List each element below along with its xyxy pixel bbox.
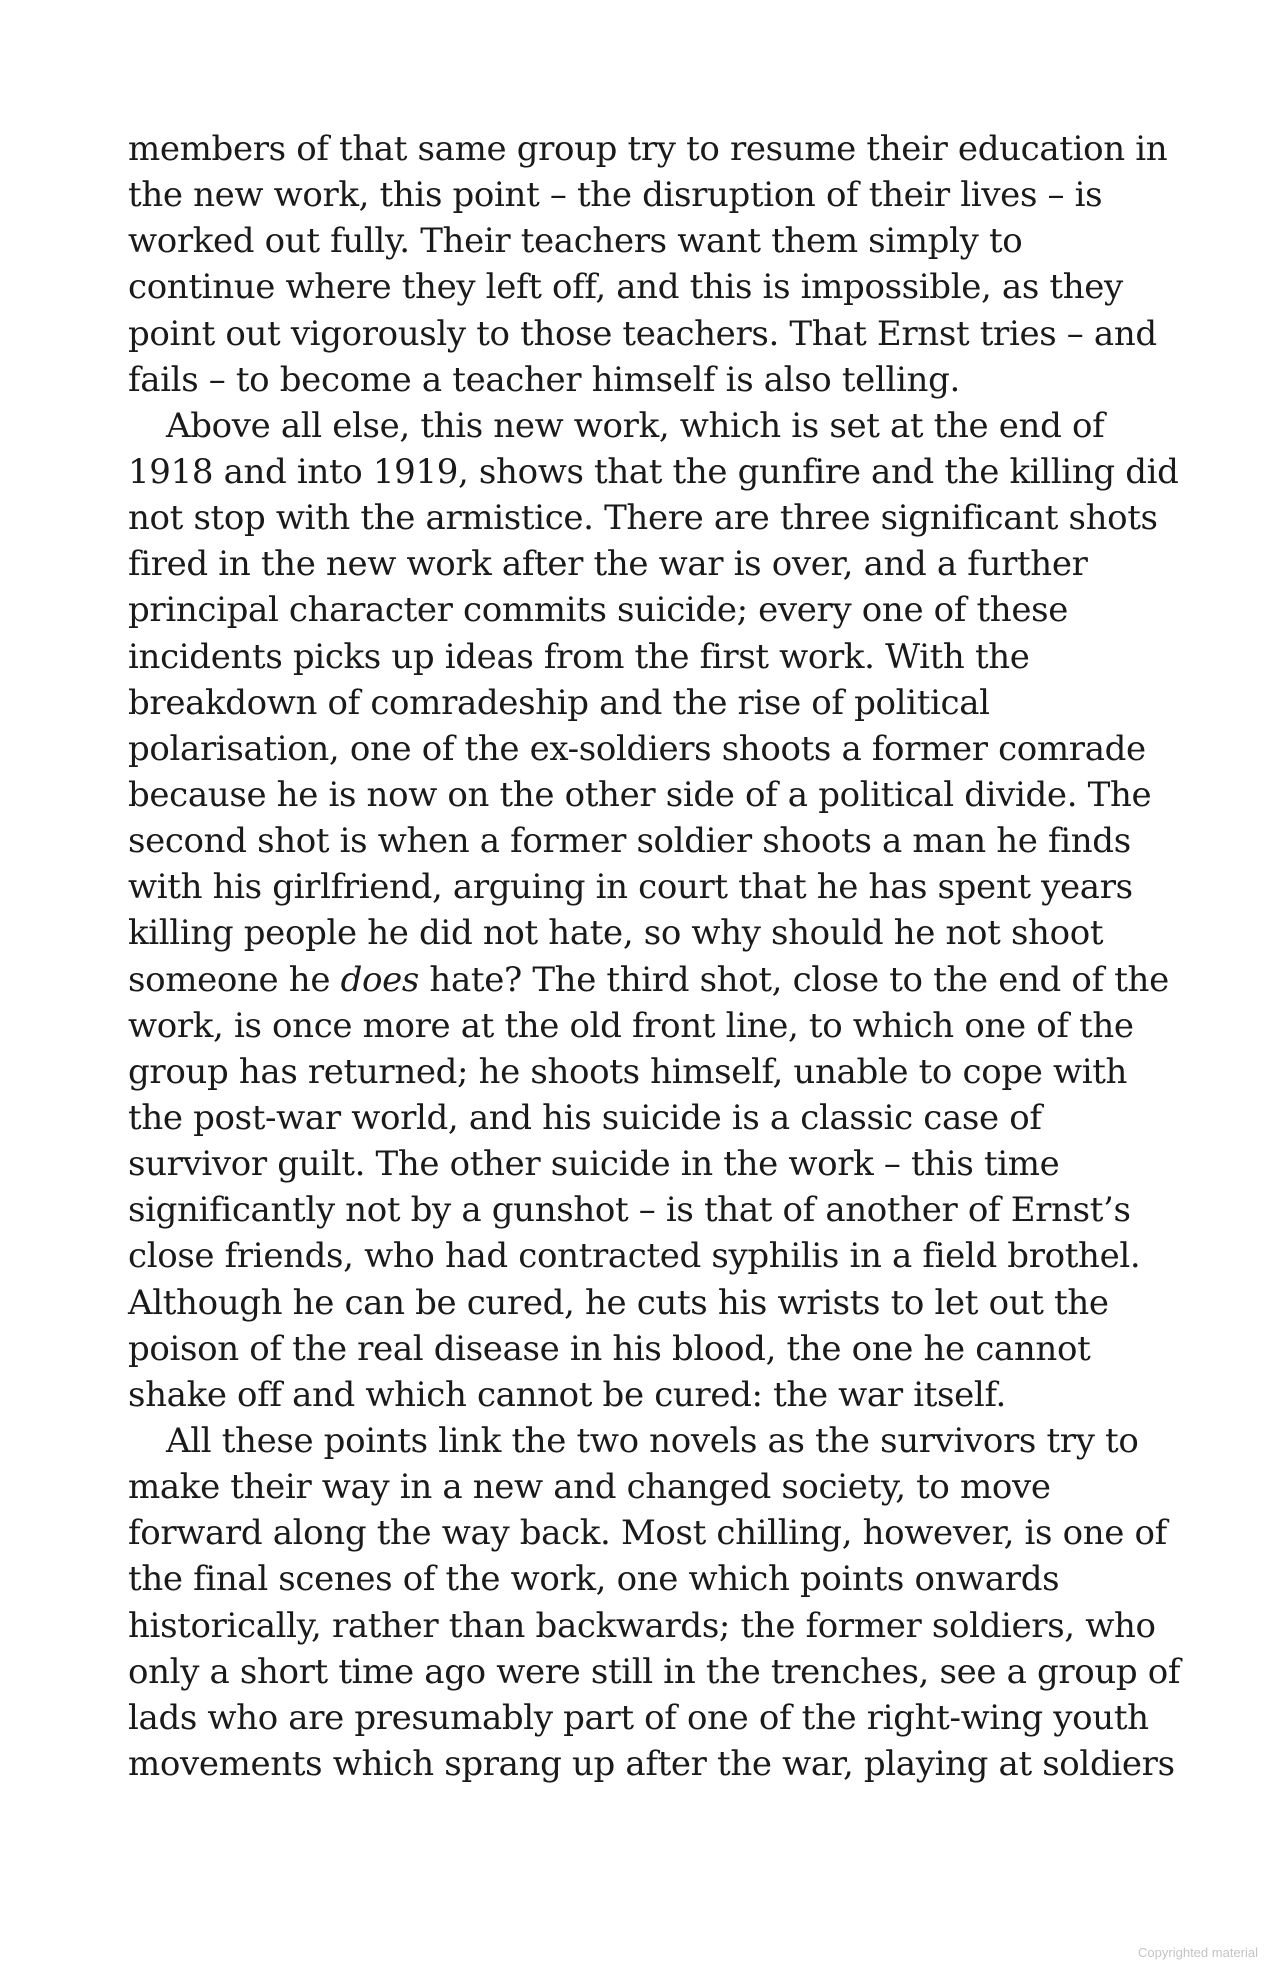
text-line: point out vigorously to those teachers. That Ernst tries – and bbox=[128, 313, 1157, 354]
text-line: close friends, who had contracted syphilis in a field brothel. bbox=[128, 1236, 1141, 1277]
text-line: worked out fully. Their teachers want them simply to bbox=[128, 221, 1023, 262]
line-segment: hate? The third shot, close to the end of the bbox=[418, 959, 1169, 1000]
text-line: survivor guilt. The other suicide in the work – this time bbox=[128, 1144, 1060, 1185]
text-line: the final scenes of the work, one which points onwards bbox=[128, 1559, 1060, 1600]
paragraph-first-line: Above all else, this new work, which is set at the end of bbox=[166, 405, 1105, 446]
copyright-watermark: Copyrighted material bbox=[1138, 1945, 1258, 1960]
text-line-with-italic bbox=[128, 957, 1169, 1003]
text-line: movements which sprang up after the war, playing at soldiers bbox=[128, 1743, 1175, 1784]
body-text bbox=[128, 126, 1181, 1787]
text-line: the post-war world, and his suicide is a classic case of bbox=[128, 1097, 1042, 1138]
text-line: group has returned; he shoots himself, unable to cope with bbox=[128, 1051, 1128, 1092]
text-line: polarisation, one of the ex-soldiers shoots a former comrade bbox=[128, 728, 1146, 769]
text-line: Although he can be cured, he cuts his wrists to let out the bbox=[128, 1282, 1109, 1323]
text-line: incidents picks up ideas from the first work. With the bbox=[128, 636, 1030, 677]
text-line: forward along the way back. Most chilling, however, is one of bbox=[128, 1513, 1167, 1554]
paragraph-first-line: All these points link the two novels as the survivors try to bbox=[166, 1420, 1139, 1461]
text-line: shake off and which cannot be cured: the war itself. bbox=[128, 1374, 1006, 1415]
text-line: principal character commits suicide; every one of these bbox=[128, 590, 1068, 631]
text-line: members of that same group try to resume their education in bbox=[128, 129, 1168, 169]
text-line: poison of the real disease in his blood, the one he cannot bbox=[128, 1328, 1091, 1369]
text-line: the new work, this point – the disruption of their lives – is bbox=[128, 175, 1103, 216]
text-line: continue where they left off, and this is impossible, as they bbox=[128, 267, 1123, 308]
text-line: fails – to become a teacher himself is also telling. bbox=[128, 359, 960, 400]
text-line: fired in the new work after the war is over, and a further bbox=[128, 544, 1088, 585]
text-line: only a short time ago were still in the trenches, see a group of bbox=[128, 1651, 1181, 1692]
text-line: because he is now on the other side of a political divide. The bbox=[128, 774, 1152, 815]
text-line: second shot is when a former soldier shoots a man he finds bbox=[128, 821, 1131, 862]
text-line: with his girlfriend, arguing in court that he has spent years bbox=[128, 867, 1133, 908]
text-line: not stop with the armistice. There are three significant shots bbox=[128, 498, 1158, 539]
text-line: make their way in a new and changed society, to move bbox=[128, 1467, 1051, 1508]
italic-emphasis: does bbox=[340, 959, 419, 1000]
text-line: killing people he did not hate, so why should he not shoot bbox=[128, 913, 1104, 954]
text-line: 1918 and into 1919, shows that the gunfire and the killing did bbox=[128, 451, 1179, 492]
text-line: breakdown of comradeship and the rise of political bbox=[128, 682, 990, 723]
text-line: work, is once more at the old front line, to which one of the bbox=[128, 1005, 1134, 1046]
text-line: lads who are presumably part of one of the right-wing youth bbox=[128, 1697, 1149, 1738]
text-line: historically, rather than backwards; the former soldiers, who bbox=[128, 1605, 1156, 1646]
text-line: significantly not by a gunshot – is that of another of Ernst’s bbox=[128, 1190, 1131, 1231]
line-segment: someone he bbox=[128, 959, 341, 1000]
